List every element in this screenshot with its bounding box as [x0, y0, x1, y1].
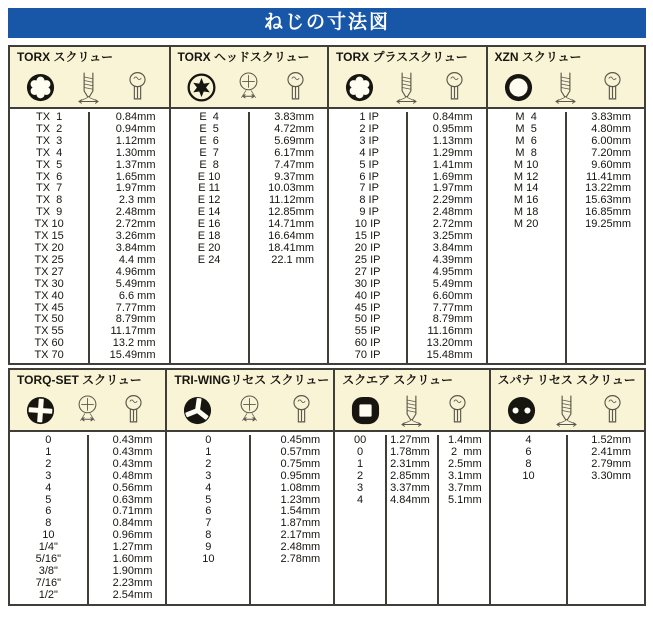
- size-label: 55 IP: [354, 325, 381, 338]
- panel-xzn-screw: [486, 47, 645, 363]
- dimension-value: 22.1 mm: [271, 253, 314, 266]
- dimension-value: 2.48mm: [432, 206, 473, 219]
- size-label: TX 25: [34, 253, 64, 266]
- screw-table-bottom: [8, 368, 646, 606]
- dimension-value: 15.49mm: [109, 349, 156, 362]
- size-label: TX 7: [35, 182, 63, 195]
- dimension-value: 3.7mm: [447, 481, 482, 494]
- dimension-value: 0.94mm: [115, 122, 156, 135]
- dimension-value: 0.96mm: [112, 529, 153, 542]
- size-label: 6: [525, 445, 532, 458]
- tri-wing-icon: [180, 393, 215, 428]
- size-label: TX 40: [34, 289, 64, 302]
- dimension-value: 1.87mm: [280, 517, 321, 530]
- dimension-value: 3.26mm: [115, 230, 156, 243]
- dimension-value: 1.52mm: [591, 434, 632, 446]
- size-label: M 10: [513, 158, 539, 171]
- panel-title: スパナ リセス スクリュー: [497, 373, 636, 387]
- size-label: 2: [45, 457, 52, 470]
- size-label: E 7: [199, 146, 219, 159]
- size-label: E 16: [197, 218, 221, 231]
- size-label: TX 55: [34, 325, 64, 338]
- dimension-value: 2.41mm: [591, 445, 632, 458]
- dimension-value: 9.37mm: [274, 170, 314, 183]
- size-label: E 14: [197, 206, 221, 219]
- dimension-value: 1.78mm: [390, 445, 430, 458]
- dimension-value: 18.41mm: [268, 241, 314, 254]
- size-label: 8: [525, 457, 532, 470]
- size-label: 00: [353, 434, 367, 446]
- size-label: 4 IP: [356, 146, 379, 159]
- size-label: 60 IP: [354, 337, 381, 350]
- size-label: E 10: [197, 170, 221, 183]
- size-label: E 12: [197, 194, 221, 207]
- panel-torx-screw: [10, 47, 169, 363]
- dimension-value: 0.63mm: [112, 493, 153, 506]
- dimension-value: 5.49mm: [115, 277, 156, 290]
- dimension-column: [566, 435, 644, 604]
- size-label: TX 27: [34, 265, 64, 278]
- dimension-value: 11.17mm: [110, 325, 156, 338]
- size-label: 3 IP: [356, 134, 379, 147]
- dimension-value: 3.84mm: [115, 241, 156, 254]
- size-label: 7 IP: [356, 182, 379, 195]
- dimension-value: 14.71mm: [268, 218, 314, 231]
- size-label: 9: [205, 541, 212, 554]
- panel-torq-set-screw: [10, 370, 165, 604]
- screw-front-icon: [278, 70, 313, 105]
- dimension-value: 4.72mm: [274, 122, 314, 135]
- size-column: [488, 112, 565, 363]
- size-label: 0: [205, 434, 212, 446]
- dimension-value: 11.12mm: [268, 194, 314, 207]
- dimension-value: 6.17mm: [274, 146, 314, 159]
- dimension-column: [437, 435, 489, 604]
- dimension-value: 1.23mm: [280, 493, 321, 506]
- size-label: M 5: [515, 122, 537, 135]
- panel-header: [335, 370, 488, 432]
- page-title: ねじの寸法図: [8, 8, 646, 38]
- panel-header: [488, 47, 645, 109]
- size-label: 7/16": [35, 576, 61, 589]
- dimension-value: 1.08mm: [280, 481, 321, 494]
- size-label: 5 IP: [356, 158, 379, 171]
- dimension-value: 1.27mm: [112, 541, 153, 554]
- screw-measure-icon: [231, 70, 266, 105]
- size-label: TX 6: [35, 170, 63, 183]
- dimension-value: 0.84mm: [112, 517, 153, 530]
- size-label: 30 IP: [354, 277, 381, 290]
- panel-icons: [495, 66, 641, 108]
- size-label: E 4: [199, 111, 219, 123]
- dimension-value: 0.71mm: [112, 505, 153, 518]
- dimension-value: 3.1mm: [447, 469, 482, 482]
- screw-front-icon: [437, 70, 472, 105]
- dimension-value: 4.96mm: [115, 265, 156, 278]
- size-label: E 11: [198, 182, 221, 195]
- dimension-value: 0.57mm: [280, 445, 321, 458]
- panel-square-screw: [333, 370, 488, 604]
- size-label: 15 IP: [354, 230, 381, 243]
- dimension-value: 1.65mm: [115, 170, 156, 183]
- screw-side-icon: [389, 70, 424, 105]
- dimension-value: 2.3 mm: [118, 194, 156, 207]
- size-label: 40 IP: [354, 289, 381, 302]
- screw-table-top: [8, 45, 646, 365]
- dimension-value: 2.72mm: [432, 218, 473, 231]
- size-column: [335, 435, 385, 604]
- panel-header: [171, 47, 328, 109]
- dimension-column: [249, 435, 333, 604]
- size-label: 8: [205, 529, 212, 542]
- panel-icons: [17, 389, 161, 431]
- size-label: 3: [357, 481, 364, 494]
- dimension-value: 3.25mm: [432, 230, 473, 243]
- size-label: 1 IP: [356, 111, 379, 123]
- size-label: 0: [45, 434, 52, 446]
- panel-icons: [342, 389, 484, 431]
- dimension-value: 5.69mm: [274, 134, 314, 147]
- torx-socket-icon: [342, 70, 377, 105]
- dimension-value: 0.43mm: [112, 457, 153, 470]
- size-column: [171, 112, 248, 363]
- spanner-recess-icon: [504, 393, 539, 428]
- screw-side-icon: [71, 70, 106, 105]
- panel-header: [167, 370, 333, 432]
- size-label: 3/8": [38, 564, 58, 577]
- dimension-value: 3.83mm: [274, 111, 314, 123]
- size-label: E 8: [199, 158, 219, 171]
- size-label: 25 IP: [354, 253, 381, 266]
- size-label: M 8: [515, 146, 537, 159]
- dimension-value: 4.95mm: [432, 265, 473, 278]
- dimension-value: 1.4mm: [447, 434, 482, 446]
- dimension-value: 1.12mm: [115, 134, 156, 147]
- size-label: E 18: [197, 230, 221, 243]
- panel-rows: [329, 109, 486, 363]
- dimension-value: 15.63mm: [585, 194, 631, 207]
- screw-measure-icon: [232, 393, 267, 428]
- dimension-value: 0.84mm: [115, 111, 156, 123]
- dimension-value: 2.29mm: [432, 194, 473, 207]
- panel-icons: [17, 66, 165, 108]
- panel-title: スクエア スクリュー: [342, 373, 453, 387]
- size-label: 4: [205, 481, 212, 494]
- dimension-value: 1.30mm: [115, 146, 156, 159]
- screw-side-icon: [548, 70, 583, 105]
- dimension-value: 6.60mm: [432, 289, 473, 302]
- panel-header: [491, 370, 644, 432]
- dimension-value: 2.78mm: [280, 553, 321, 566]
- dimension-value: 1.41mm: [432, 158, 473, 171]
- dimension-value: 5.1mm: [447, 493, 482, 506]
- size-label: 1/4": [38, 541, 58, 554]
- dimension-value: 19.25mm: [585, 218, 631, 231]
- panel-title: XZN スクリュー: [494, 50, 582, 64]
- dimension-value: 11.41mm: [585, 170, 631, 183]
- size-label: 6 IP: [356, 170, 379, 183]
- size-label: E 20: [197, 241, 221, 254]
- size-label: TX 2: [35, 122, 63, 135]
- panel-rows: [10, 432, 165, 604]
- panel-rows: [167, 432, 333, 604]
- torq-set-icon: [23, 393, 58, 428]
- size-label: 27 IP: [354, 265, 381, 278]
- dimension-value: 2 mm: [451, 445, 482, 458]
- panel-icons: [498, 389, 640, 431]
- panel-torx-plus-screw: [327, 47, 486, 363]
- size-label: 50 IP: [354, 313, 381, 326]
- dimension-value: 9.60mm: [591, 158, 631, 171]
- size-column: [167, 435, 249, 604]
- panel-rows: [335, 432, 488, 604]
- size-label: TX 60: [34, 337, 64, 350]
- panel-icons: [174, 389, 329, 431]
- size-label: M 4: [515, 111, 537, 123]
- size-label: TX 45: [34, 301, 64, 314]
- size-label: TX 10: [34, 218, 64, 231]
- dimension-value: 0.95mm: [280, 469, 321, 482]
- dimension-value: 12.85mm: [268, 206, 314, 219]
- panel-spanner-recess-screw: [489, 370, 644, 604]
- size-label: E 5: [199, 122, 219, 135]
- size-label: 10 IP: [354, 218, 381, 231]
- size-label: 2 IP: [356, 122, 379, 135]
- size-label: 9 IP: [356, 206, 379, 219]
- size-label: 6: [205, 505, 212, 518]
- screw-front-icon: [595, 393, 630, 428]
- dimension-value: 1.69mm: [432, 170, 473, 183]
- size-label: 1/2": [38, 588, 58, 601]
- size-label: 20 IP: [354, 241, 381, 254]
- size-column: [329, 112, 406, 363]
- size-label: 4: [45, 481, 52, 494]
- panel-header: [329, 47, 486, 109]
- size-label: TX 4: [35, 146, 63, 159]
- size-label: 8: [45, 517, 52, 530]
- size-label: M 18: [513, 206, 539, 219]
- size-label: M 16: [513, 194, 539, 207]
- size-label: TX 3: [35, 134, 63, 147]
- dimension-value: 2.48mm: [280, 541, 321, 554]
- dimension-value: 7.47mm: [274, 158, 314, 171]
- size-column: [10, 112, 88, 363]
- dimension-value: 0.43mm: [112, 434, 153, 446]
- panel-icons: [336, 66, 482, 108]
- panel-rows: [488, 109, 645, 363]
- size-label: TX 50: [34, 313, 64, 326]
- dimension-value: 2.23mm: [112, 576, 153, 589]
- dimension-column: [565, 112, 644, 363]
- torx-socket-icon: [23, 70, 58, 105]
- dimension-value: 4.39mm: [432, 253, 473, 266]
- size-label: 3: [45, 469, 52, 482]
- screw-measure-icon: [70, 393, 105, 428]
- dimension-value: 8.79mm: [115, 313, 156, 326]
- dimension-value: 0.43mm: [112, 445, 153, 458]
- size-label: M 14: [513, 182, 539, 195]
- size-label: 8 IP: [356, 194, 379, 207]
- size-label: M 12: [513, 170, 539, 183]
- panel-torx-head-screw: [169, 47, 328, 363]
- size-label: 0: [357, 445, 364, 458]
- dimension-value: 0.45mm: [280, 434, 321, 446]
- screw-front-icon: [440, 393, 475, 428]
- size-label: TX 8: [35, 194, 63, 207]
- dimension-value: 1.97mm: [432, 182, 473, 195]
- size-label: M 20: [513, 218, 539, 231]
- panel-header: [10, 47, 169, 109]
- panel-title: TORQ-SET スクリュー: [17, 373, 142, 387]
- size-label: TX 30: [34, 277, 64, 290]
- panel-title: TRI-WINGリセス スクリュー: [174, 373, 330, 387]
- dimension-column: [406, 112, 485, 363]
- dimension-value: 1.90mm: [112, 564, 153, 577]
- size-column: [491, 435, 567, 604]
- panel-title: TORX プラススクリュー: [336, 50, 468, 64]
- dimension-value: 8.79mm: [432, 313, 473, 326]
- dimension-value: 13.20mm: [426, 337, 473, 350]
- size-label: 5: [205, 493, 212, 506]
- dimension-value: 0.56mm: [112, 481, 153, 494]
- dimension-value: 3.83mm: [591, 111, 631, 123]
- torx-star-icon: [184, 70, 219, 105]
- dimension-value: 10.03mm: [268, 182, 314, 195]
- dimension-value: 1.54mm: [280, 505, 321, 518]
- dimension-column: [88, 112, 168, 363]
- dimension-value: 16.85mm: [585, 206, 631, 219]
- dimension-column: [248, 112, 327, 363]
- dimension-value: 4.4 mm: [118, 253, 156, 266]
- dimension-value: 6.6 mm: [118, 289, 156, 302]
- dimension-column: [385, 435, 437, 604]
- size-label: TX 20: [34, 241, 64, 254]
- size-column: [10, 435, 87, 604]
- dimension-value: 4.80mm: [591, 122, 631, 135]
- dimension-value: 6.00mm: [591, 134, 631, 147]
- dimension-value: 2.85mm: [390, 469, 430, 482]
- size-label: 10: [202, 553, 215, 566]
- dimension-value: 0.95mm: [432, 122, 473, 135]
- panel-rows: [171, 109, 328, 363]
- dimension-value: 7.77mm: [115, 301, 156, 314]
- size-label: E 24: [197, 253, 221, 266]
- dimension-value: 1.29mm: [432, 146, 473, 159]
- dimension-value: 13.2 mm: [112, 337, 156, 350]
- dimension-value: 2.31mm: [390, 457, 430, 470]
- size-label: 10: [42, 529, 55, 542]
- size-label: 3: [205, 469, 212, 482]
- dimension-value: 15.48mm: [426, 349, 473, 362]
- dimension-value: 4.84mm: [390, 493, 430, 506]
- dimension-value: 13.22mm: [585, 182, 631, 195]
- size-label: 4: [525, 434, 532, 446]
- size-label: 1: [205, 445, 212, 458]
- size-label: 5/16": [35, 553, 61, 566]
- size-label: 70 IP: [354, 349, 381, 362]
- dimension-value: 1.37mm: [115, 158, 156, 171]
- size-label: 1: [357, 457, 364, 470]
- panel-header: [10, 370, 165, 432]
- panel-rows: [10, 109, 169, 363]
- size-label: 45 IP: [354, 301, 381, 314]
- dimension-value: 0.48mm: [112, 469, 153, 482]
- size-label: TX 1: [35, 111, 63, 123]
- dimension-column: [87, 435, 166, 604]
- panel-title: TORX スクリュー: [17, 50, 114, 64]
- dimension-value: 2.54mm: [112, 588, 153, 601]
- screw-front-icon: [284, 393, 319, 428]
- size-label: M 6: [515, 134, 537, 147]
- size-label: TX 9: [35, 206, 63, 219]
- dimension-value: 5.49mm: [432, 277, 473, 290]
- dimension-value: 2.48mm: [115, 206, 156, 219]
- dimension-value: 2.79mm: [591, 457, 632, 470]
- dimension-value: 3.30mm: [591, 469, 632, 482]
- size-label: 4: [357, 493, 364, 506]
- size-label: TX 5: [35, 158, 63, 171]
- size-label: 2: [357, 469, 364, 482]
- panel-tri-wing-screw: [165, 370, 333, 604]
- dimension-value: 7.77mm: [432, 301, 473, 314]
- panel-icons: [178, 66, 324, 108]
- panel-title: TORX ヘッドスクリュー: [177, 50, 310, 64]
- size-label: E 6: [199, 134, 219, 147]
- panel-rows: [491, 432, 644, 604]
- dimension-value: 16.64mm: [268, 230, 314, 243]
- size-label: 2: [205, 457, 212, 470]
- dimension-value: 1.27mm: [390, 434, 430, 446]
- screw-front-icon: [120, 70, 155, 105]
- dimension-value: 3.37mm: [390, 481, 430, 494]
- dimension-value: 3.84mm: [432, 241, 473, 254]
- dimension-value: 2.17mm: [280, 529, 321, 542]
- size-label: TX 15: [34, 230, 64, 243]
- dimension-value: 1.13mm: [432, 134, 473, 147]
- size-label: TX 70: [34, 349, 64, 362]
- dimension-value: 2.72mm: [115, 218, 156, 231]
- size-label: 6: [45, 505, 52, 518]
- dimension-value: 11.16mm: [427, 325, 473, 338]
- screw-front-icon: [595, 70, 630, 105]
- dimension-value: 1.97mm: [115, 182, 156, 195]
- square-recess-icon: [348, 393, 383, 428]
- dimension-value: 0.84mm: [432, 111, 473, 123]
- size-label: 5: [45, 493, 52, 506]
- screw-front-icon: [116, 393, 151, 428]
- dimension-value: 0.75mm: [280, 457, 321, 470]
- dimension-value: 2.5mm: [447, 457, 482, 470]
- size-label: 10: [522, 469, 535, 482]
- dimension-value: 7.20mm: [591, 146, 631, 159]
- size-label: 7: [205, 517, 212, 530]
- xzn-socket-icon: [501, 70, 536, 105]
- screw-side-icon: [394, 393, 429, 428]
- size-label: 1: [45, 445, 52, 458]
- screw-side-icon: [549, 393, 584, 428]
- dimension-value: 1.60mm: [112, 553, 153, 566]
